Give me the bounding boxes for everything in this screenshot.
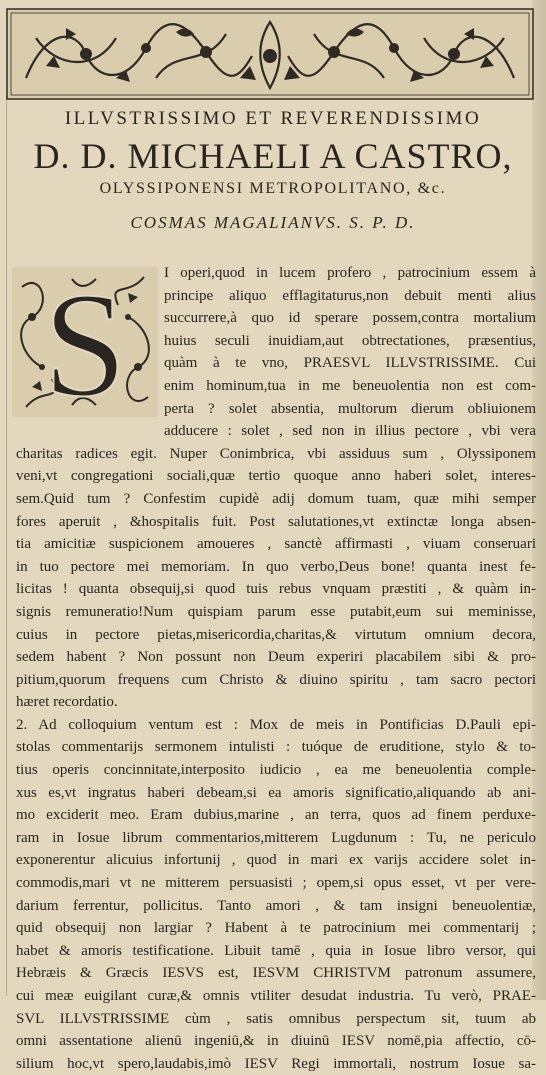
text-line: stolas commentarijs sermonem intulisti : tuóque de eruditione, stylo & to-	[16, 739, 536, 756]
text-line: tia amicitiæ suspicionem amoueres , sanctè affirmasti , viuam conseruari	[16, 536, 536, 553]
text-line: ram in Iosue librum commentarios,mitterem Lugdunum : Tu, ne periculo	[16, 829, 536, 846]
text-line: commodis,mari vt ne mitterem persuasisti ; opem,si opus esset, vt per vere-	[16, 875, 536, 892]
text-line: succurrere,à quo id sperare possem,contra mortalium	[164, 310, 536, 327]
text-line: quid obsequij non largiar ? Habent à te patrocinium mei commentarij ;	[16, 920, 536, 937]
text-line: charitas radices egit. Nuper Conimbrica, vbi assiduus sum , Olyssiponem	[16, 445, 536, 462]
text-line: sem.Quid tum ? Confestim cupidè adij domum tuam, quæ mihi semper	[16, 490, 536, 507]
svg-text:S: S	[43, 267, 127, 417]
text-line: omni assentatione alienū ingeniū,& in diuinū IESV nomē,pia affectio, cō-	[16, 1033, 536, 1050]
text-line: mo exciderit meo. Eram dubius,marine , an terra, quos ad finem perduxe-	[16, 807, 536, 824]
letter-body	[16, 262, 536, 1075]
text-line: silium hoc,vt spero,laudabis,imò IESV Regi immortali, nostrum Iosue sa-	[16, 1055, 536, 1072]
text-line: licitas ! quanta obsequij,si quod tuis rebus vnquam præstiti , & quàm in-	[16, 581, 536, 598]
see-line: OLYSSIPONENSI METROPOLITANO, &c.	[99, 180, 447, 197]
text-line: 2. Ad colloquium ventum est : Mox de meis in Pontificias D.Pauli epi-	[16, 716, 536, 733]
text-line: sedem habent ? Non possunt non Deum experiri placabilem sibi & pro-	[16, 649, 536, 666]
column-rule	[6, 96, 7, 996]
text-line: quàm à te vno, PRAESVL ILLVSTRISSIME. Cui	[164, 355, 536, 372]
dedication-line: ILLVSTRISSIMO ET REVERENDISSIMO	[64, 108, 482, 129]
text-line: SVL ILLVSTRISSIME cùm , satis omnibus perspectum sit, tuum ab	[16, 1010, 536, 1027]
text-line: enim hominum,tua in me beneuolentia non est com-	[164, 377, 536, 394]
text-line: darium ferrentur, pollicitus. Tanto amori , & tam insigni beneuolentiæ,	[16, 897, 536, 914]
text-line: I operi,quod in lucem profero , patrocinium essem à	[164, 265, 536, 281]
text-line: signis remuneratio!Num quispiam parum esse putabit,eum sui meminisse,	[16, 603, 536, 620]
text-line: in tuo pectore mei memoriam. In quo verbo,Deus bone! quanta inest fe-	[16, 558, 536, 575]
text-line: hæret recordatio.	[16, 694, 118, 711]
text-line: cui meæ euigilant curæ,& omnis vtiliter desudat industria. Tu verò, PRAE-	[16, 988, 536, 1004]
text-line: fores aperuit , &hospitalis fuit. Post salutationes,vt extinctæ longa absen-	[16, 513, 536, 530]
text-line: principe aliquo efflagitaturus,non debuit menti alius	[164, 287, 536, 304]
text-line: habet & amoris testificatione. Libuit tamē , quia in Iosue libro versor, qui	[16, 942, 536, 959]
text-line: adducere : solet , sed non in illius pectore , vbi vera	[164, 423, 536, 440]
text-line: veni,vt congregationi sociali,quæ tertio quoque anno haberi solet, interes-	[16, 468, 536, 485]
greeting-line: COSMAS MAGALIANVS. S. P. D.	[130, 213, 416, 232]
text-line: exponerentur alicuius infortunij , quod in mari ex varijs accidere solet in-	[16, 852, 536, 869]
name-line: D. D. MICHAELI A CASTRO,	[33, 136, 513, 176]
text-line: cuius in pectore pietas,misericordia,charitas,& virtutum omnium decora,	[16, 626, 536, 643]
text-line: Hebræis & Græcis IESVS est, IESVM CHRISTVM patronum assumere,	[16, 965, 536, 982]
text-line: perta ? solet absentia, multorum dierum obliuionem	[164, 400, 536, 417]
dedication-heading	[10, 104, 536, 238]
text-line: huius seculi inuidiam,aut obtrectationes, præsentius,	[164, 332, 536, 349]
text-line: pitium,quorum frequens cum Christo & diuino spiritu , tam sacro pectori	[16, 671, 536, 688]
text-line: xus es,vt ingratus haberi debeam,si ea amoris significatio,aliquando ab ani-	[16, 784, 536, 801]
headpiece-ornament	[6, 8, 534, 100]
text-line: tius operis concinnitate,interposito iudicio , ea me beneuolentia comple-	[16, 762, 536, 779]
